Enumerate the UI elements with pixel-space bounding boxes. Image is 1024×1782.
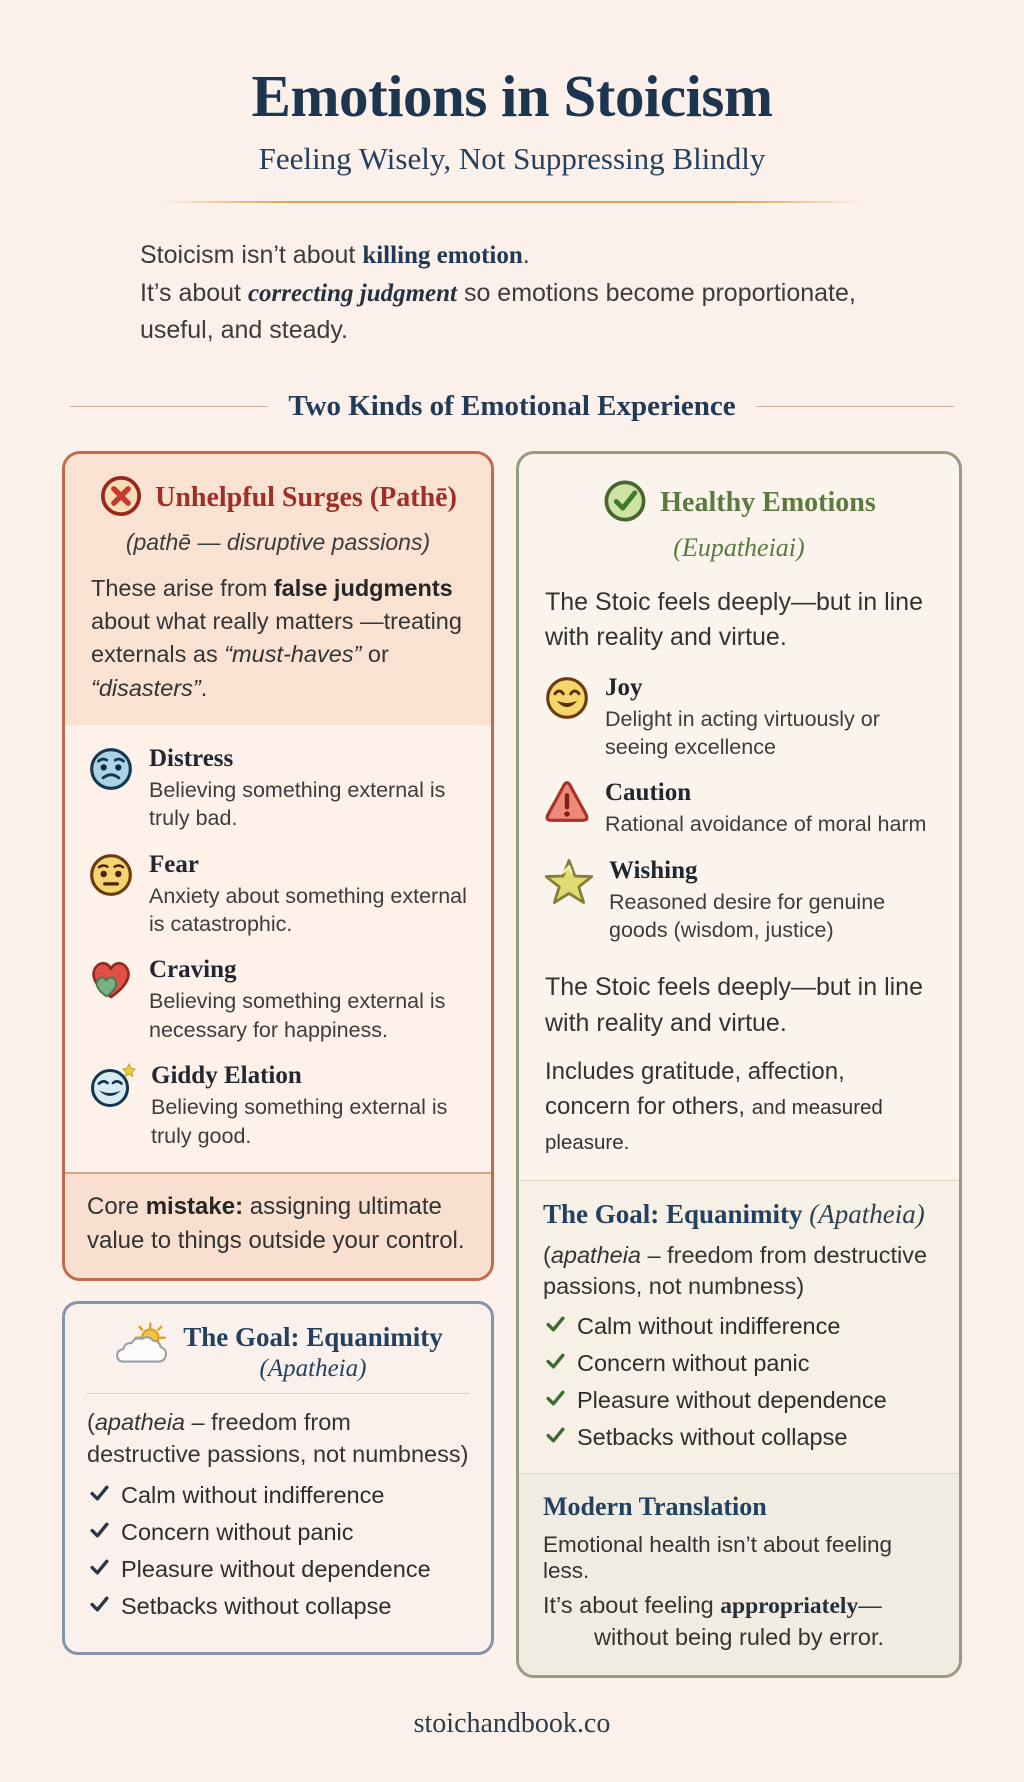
section-heading-row xyxy=(70,390,954,423)
unhelpful-card-subtitle: (pathē — disruptive passions) xyxy=(125,528,431,555)
emotion-title: Fear xyxy=(149,850,199,878)
goal-card-header xyxy=(87,1322,469,1394)
footer-site-url: stoichandbook.co xyxy=(413,1708,611,1740)
checkmark-icon xyxy=(89,1593,110,1620)
modern-translation-line2: It’s about feeling appropriately— xyxy=(543,1592,882,1620)
intro-bold-killing-emotion: killing emotion xyxy=(362,242,523,269)
checklist-item: Setbacks without collapse xyxy=(89,1593,467,1620)
checklist-item: Pleasure without dependence xyxy=(89,1556,467,1583)
emotion-title: Joy xyxy=(605,673,643,701)
checkmark-icon xyxy=(89,1519,110,1546)
x-circle-icon xyxy=(99,474,143,523)
healthy-emotion-list xyxy=(519,660,959,963)
goal-checklist xyxy=(87,1482,469,1620)
checklist-item: Calm without indifference xyxy=(89,1482,467,1509)
checkmark-icon xyxy=(89,1556,110,1583)
emotion-desc: Reasoned desire for genuine goods (wisdom, justice) xyxy=(609,889,886,942)
intro-text: Stoicism isn’t about xyxy=(140,241,363,269)
right-rule xyxy=(756,406,954,407)
emotion-desc: Believing something external is truly bad. xyxy=(149,777,446,831)
intro-paragraph: Stoicism isn’t about killing emotion. It’s about correcting judgment so emotions become proportionate, useful, and steady. xyxy=(140,241,856,344)
emotion-item-giddy-elation xyxy=(87,1062,469,1150)
emotion-desc: Believing something external is necessary for happiness. xyxy=(149,989,446,1042)
checklist-item: Concern without panic xyxy=(89,1519,467,1546)
goal-card-title: The Goal: Equanimity xyxy=(183,1322,443,1353)
wishing-star-icon xyxy=(543,857,595,945)
unhelpful-card-title: Unhelpful Surges (Pathē) xyxy=(155,482,457,513)
emotion-item-wishing xyxy=(543,857,935,945)
check-circle-icon xyxy=(602,478,648,529)
unhelpful-surges-card xyxy=(62,451,494,1282)
modern-translation-line3: without being ruled by error. xyxy=(594,1624,884,1651)
emotion-desc: Rational avoidance of moral harm xyxy=(605,812,927,837)
healthy-card-title: Healthy Emotions xyxy=(660,487,876,518)
healthy-card-intro: The Stoic feels deeply—but in line with reality and virtue. xyxy=(545,587,923,651)
checkmark-icon xyxy=(545,1313,566,1340)
emotion-item-craving xyxy=(87,956,469,1044)
healthy-card-includes: Includes gratitude, affection, concern for others, and measured pleasure. xyxy=(545,1058,883,1154)
unhelpful-card-header xyxy=(65,454,491,725)
emotion-title: Craving xyxy=(149,956,237,984)
sun-cloud-icon xyxy=(113,1322,171,1373)
unhelpful-emotion-list xyxy=(65,725,491,1172)
healthy-goal-checklist xyxy=(543,1313,935,1451)
page-subtitle: Feeling Wisely, Not Suppressing Blindly xyxy=(258,141,766,176)
healthy-goal-definition: (apatheia – freedom from destructive passions, not numbness) xyxy=(543,1241,928,1300)
section-heading: Two Kinds of Emotional Experience xyxy=(288,389,736,422)
caution-triangle-icon xyxy=(543,779,591,838)
checklist-item: Pleasure without dependence xyxy=(545,1387,933,1414)
emotion-title: Wishing xyxy=(609,856,698,884)
gold-divider xyxy=(162,201,862,203)
emotion-item-fear xyxy=(87,851,469,939)
joy-face-icon xyxy=(543,674,591,762)
unhelpful-card-intro: These arise from false judgments about what really matters —treating externals as “must-haves” or “disasters”. xyxy=(91,574,462,701)
emotion-item-caution xyxy=(543,779,935,838)
page-title: Emotions in Stoicism xyxy=(251,63,773,129)
checklist-item: Setbacks without collapse xyxy=(545,1424,933,1451)
core-mistake-note: Core mistake: assigning ultimate value to things outside your control. xyxy=(65,1172,491,1278)
checklist-item: Concern without panic xyxy=(545,1350,933,1377)
distress-face-icon xyxy=(87,745,135,833)
modern-translation-line1: Emotional health isn’t about feeling less. xyxy=(543,1532,892,1584)
healthy-card-subtitle: (Eupatheiai) xyxy=(673,532,805,562)
fear-face-icon xyxy=(87,851,135,939)
emotion-item-distress xyxy=(87,745,469,833)
emotion-title: Giddy Elation xyxy=(151,1062,302,1090)
healthy-goal-title: The Goal: Equanimity (Apatheia) xyxy=(543,1198,925,1229)
modern-translation-section xyxy=(519,1473,959,1675)
emotion-desc: Delight in acting virtuously or seeing excellence xyxy=(605,706,880,759)
healthy-emotions-card xyxy=(516,451,962,1679)
checkmark-icon xyxy=(89,1482,110,1509)
modern-translation-title: Modern Translation xyxy=(543,1492,767,1522)
goal-definition: (apatheia – freedom from destructive passions, not numbness) xyxy=(87,1409,469,1467)
checkmark-icon xyxy=(545,1350,566,1377)
checklist-item: Calm without indifference xyxy=(545,1313,933,1340)
emotion-title: Distress xyxy=(149,744,234,772)
checkmark-icon xyxy=(545,1387,566,1414)
healthy-goal-section xyxy=(519,1180,959,1473)
intro-bold-correcting-judgment: correcting judgment xyxy=(247,279,457,307)
emotion-title: Caution xyxy=(605,779,692,807)
equanimity-goal-card xyxy=(62,1301,494,1654)
emotion-item-joy xyxy=(543,674,935,762)
checkmark-icon xyxy=(545,1424,566,1451)
left-rule xyxy=(70,406,268,407)
healthy-card-repeat-paragraph: The Stoic feels deeply—but in line with reality and virtue. xyxy=(545,973,923,1037)
emotion-desc: Believing something external is truly good. xyxy=(151,1095,448,1148)
giddy-face-icon xyxy=(87,1062,137,1150)
craving-heart-icon xyxy=(87,956,135,1044)
goal-card-subtitle: (Apatheia) xyxy=(259,1355,367,1383)
healthy-card-header xyxy=(519,454,959,567)
emotion-desc: Anxiety about something external is catastrophic. xyxy=(149,883,467,937)
